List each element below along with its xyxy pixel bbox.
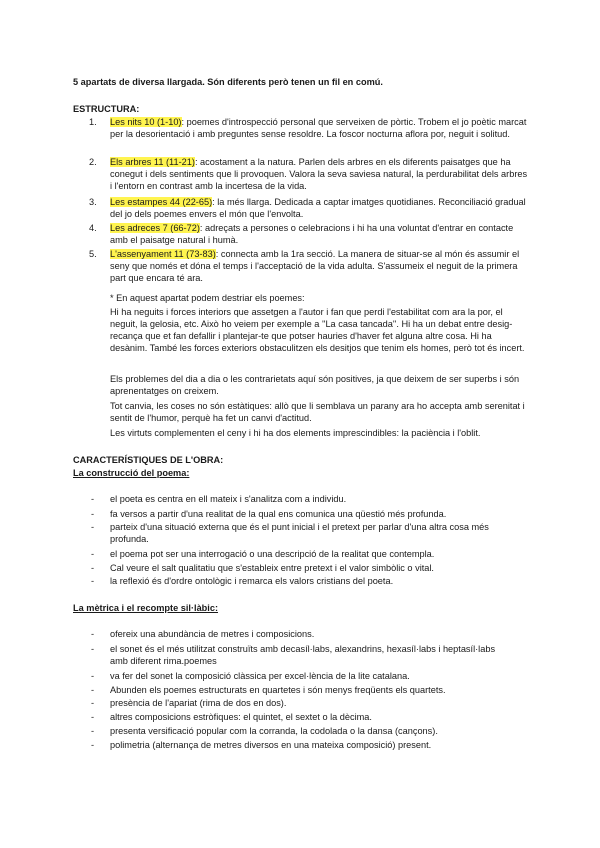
item-title: Les estampes 44 (22-65) bbox=[110, 197, 213, 207]
estructura-heading: ESTRUCTURA: bbox=[73, 104, 140, 114]
dash-bullet: - bbox=[91, 576, 95, 586]
dash-bullet: - bbox=[91, 644, 95, 654]
dash-bullet: - bbox=[91, 494, 95, 504]
item-number: 2. bbox=[89, 157, 97, 167]
dash-bullet: - bbox=[91, 629, 95, 639]
list-item-text: va fer del sonet la composició clàssica per excel·lència de la lite catalana. bbox=[110, 671, 410, 681]
item-number: 1. bbox=[89, 117, 97, 127]
list-item-text: Cal veure el salt qualitatiu que s'estableix entre pretext i el valor simbòlic o vital. bbox=[110, 563, 434, 573]
list-item-text: Abunden els poemes estructurats en quartetes i són menys freqüents els quartets. bbox=[110, 685, 446, 695]
item-number: 5. bbox=[89, 249, 97, 259]
item-description: : adreçats a persones o celebracions i hi ha una voluntat d'entrar en contacte amb el paisatge natural i humà. bbox=[110, 223, 514, 245]
list-item-text: ofereix una abundància de metres i composicions. bbox=[110, 629, 315, 639]
list-item-text: presència de l'apariat (rima de dos en dos). bbox=[110, 698, 287, 708]
list-item-text: la reflexió és d'ordre ontològic i remarca els valors cristians del poeta. bbox=[110, 576, 394, 586]
item-number: 4. bbox=[89, 223, 97, 233]
list-item-text: fa versos a partir d'una realitat de la qual ens comunica una qüestió més profunda. bbox=[110, 509, 447, 519]
list-item-text: el poema pot ser una interrogació o una descripció de la realitat que contempla. bbox=[110, 549, 435, 559]
intro-line: 5 apartats de diversa llargada. Són diferents però tenen un fil en comú. bbox=[73, 77, 383, 87]
dash-bullet: - bbox=[91, 740, 95, 750]
apartat-note-header: * En aquest apartat podem destriar els poemes: bbox=[110, 293, 305, 303]
apartat-note-paragraph: Tot canvia, les coses no són estàtiques: allò que li semblava un parany ara ho accepta amb serenitat i sentit de l'humor, perquè ha fet un canvi d'actitud. bbox=[110, 401, 525, 423]
item-title: Les nits 10 (1-10) bbox=[110, 117, 182, 127]
dash-bullet: - bbox=[91, 549, 95, 559]
item-description: : la més llarga. Dedicada a captar imatges quotidianes. Reconciliació gradual del jo dels poemes envers el món que l'envolta. bbox=[110, 197, 526, 219]
item-title: L'assenyament 11 (73-83) bbox=[110, 249, 216, 259]
caracteristiques-heading: CARACTERÍSTIQUES DE L'OBRA: bbox=[73, 455, 224, 465]
list-item-text: polimetria (alternança de metres diversos en una mateixa composició) present. bbox=[110, 740, 432, 750]
list-item-text: el poeta es centra en ell mateix i s'analitza com a individu. bbox=[110, 494, 347, 504]
list-item-text: el sonet és el més utilitzat construïts amb decasíl·labs, alexandrins, hexasíl·labs i heptasíl·labs amb diferent rima.poemes bbox=[110, 644, 496, 666]
apartat-note-paragraph: Les virtuts complementen el ceny i hi ha dos elements imprescindibles: la paciència i l'oblit. bbox=[110, 428, 481, 438]
dash-bullet: - bbox=[91, 726, 95, 736]
dash-bullet: - bbox=[91, 685, 95, 695]
dash-bullet: - bbox=[91, 671, 95, 681]
dash-bullet: - bbox=[91, 509, 95, 519]
item-description: : acostament a la natura. Parlen dels arbres en els diferents paisatges que ha conegut i dels sentiments que li provoquen. Valora la seva saviesa natural, la perdurabilitat dels arbres i l'entorn en contrast amb la incertesa de la vida. bbox=[110, 157, 528, 191]
apartat-note-paragraph: Els problemes del dia a dia o les contrarietats aquí són positives, ja que deixem de ser superbs i són aprenentatges on creixem. bbox=[110, 374, 520, 396]
item-description: : poemes d'introspecció personal que serveixen de pòrtic. Trobem el jo poètic marcat per la desorientació i amb preguntes sense resoldre. La foscor nocturna aflora por, neguit i solitud. bbox=[110, 117, 527, 139]
dash-bullet: - bbox=[91, 712, 95, 722]
item-number: 3. bbox=[89, 197, 97, 207]
dash-bullet: - bbox=[91, 698, 95, 708]
metrica-subheading: La mètrica i el recompte sil·làbic: bbox=[73, 603, 219, 613]
item-title: Els arbres 11 (11-21) bbox=[110, 157, 195, 167]
list-item-text: parteix d'una situació externa que és el punt inicial i el pretext per parlar d'una altra cosa més profunda. bbox=[110, 522, 489, 544]
apartat-note-paragraph: Hi ha neguits i forces interiors que assetgen a l'autor i fan que perdi l'estabilitat com ara la por, el neguit, la gelosia, etc. Això ho veiem per exemple a ''La casa tancada''. Hi ha un debat entre desig-recança que et fan defallir i plantejar-te que potser hauries d'haver fet alguna altre cosa. Hi ha desànim. També les forces exteriors obstaculitzen els desitjos que tenim els homes, però tot és incert. bbox=[110, 307, 525, 353]
dash-bullet: - bbox=[91, 563, 95, 573]
dash-bullet: - bbox=[91, 522, 95, 532]
list-item-text: presenta versificació popular com la corranda, la codolada o la dansa (cançons). bbox=[110, 726, 438, 736]
construccio-subheading: La construcció del poema: bbox=[73, 468, 190, 478]
list-item-text: altres composicions estròfiques: el quintet, el sextet o la dècima. bbox=[110, 712, 372, 722]
item-title: Les adreces 7 (66-72) bbox=[110, 223, 200, 233]
item-description: : connecta amb la 1ra secció. La manera de situar-se al món és assumir el seny que només et dóna el temps i l'acceptació de la vida adulta. S'assumeix el neguit de la primera part que encara té ara. bbox=[110, 249, 520, 283]
